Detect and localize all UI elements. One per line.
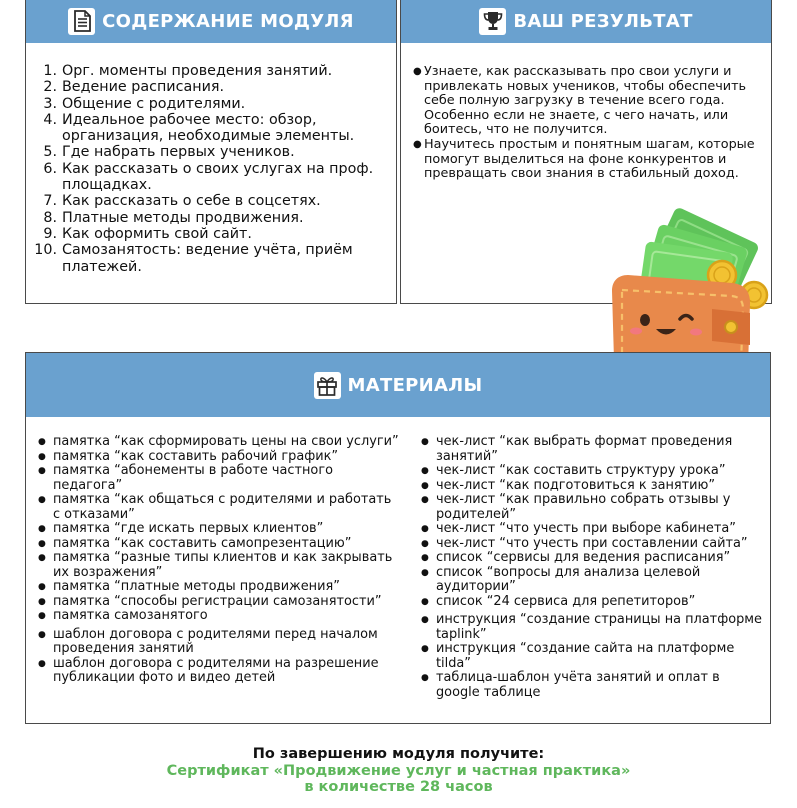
list-item-text: памятка самозанятого <box>53 608 208 623</box>
list-item <box>419 595 765 610</box>
list-item-text: список “24 сервиса для репетиторов” <box>436 593 696 609</box>
list-item-text: Как оформить свой сайт. <box>62 225 252 242</box>
list-item-text: инструкция “создание сайта на платформе tilda” <box>436 641 735 671</box>
list-item <box>419 464 765 479</box>
bullet-icon: ● <box>38 596 46 607</box>
list-item-text: список “сервисы для ведения расписания” <box>436 550 731 565</box>
list-item-number: 7. <box>43 193 57 210</box>
list-item-text: инструкция “создание страницы на платформе taplink” <box>436 612 762 642</box>
list-item-text: шаблон договора с родителями перед началом проведения занятий <box>53 626 378 656</box>
materials-list-left <box>36 435 402 686</box>
list-item <box>419 642 765 671</box>
list-item <box>36 537 402 552</box>
materials-title: МАТЕРИАЛЫ <box>347 374 483 396</box>
list-item <box>419 551 765 566</box>
list-item-text: Самозанятость: ведение учёта, приём платежей. <box>62 242 353 275</box>
bullet-icon: ● <box>421 553 429 563</box>
list-item-text: чек-лист “как подготовиться к занятию” <box>436 477 716 493</box>
list-item <box>36 609 402 624</box>
module-contents-title: СОДЕРЖАНИЕ МОДУЛЯ <box>102 10 354 32</box>
list-item <box>32 79 392 95</box>
list-item <box>36 628 402 657</box>
list-item-text: памятка “способы регистрации самозанятости” <box>53 593 382 609</box>
bullet-icon: ● <box>38 451 46 462</box>
list-item-text: Общение с родителями. <box>62 95 246 112</box>
bullet-icon: ● <box>421 495 429 505</box>
bullet-icon: ● <box>421 480 429 491</box>
bullet-icon: ● <box>38 466 46 476</box>
list-item-text: чек-лист “как выбрать формат проведения занятий” <box>436 434 733 464</box>
list-item <box>419 613 765 642</box>
list-item <box>32 242 392 275</box>
list-item-number: 5. <box>43 144 57 161</box>
certificate-hours: в количестве 28 часов <box>304 779 493 795</box>
footer-intro-text: По завершению модуля получите: <box>252 746 545 762</box>
bullet-icon: ● <box>421 538 429 549</box>
materials-panel <box>25 352 771 724</box>
list-item-number: 10. <box>34 242 57 259</box>
gift-icon <box>314 372 341 399</box>
list-item <box>419 435 765 464</box>
list-item <box>419 522 765 537</box>
list-item <box>32 210 392 226</box>
list-item <box>32 63 392 79</box>
bullet-icon: ● <box>38 538 46 549</box>
list-item-text: памятка “платные методы продвижения” <box>53 579 340 594</box>
list-item-text: памятка “где искать первых клиентов” <box>53 521 324 536</box>
list-item-text: Как рассказать о себе в соцсетях. <box>62 193 321 210</box>
materials-header <box>26 353 770 417</box>
list-item-text: Ведение расписания. <box>62 79 225 96</box>
list-item <box>36 435 402 450</box>
list-item <box>413 65 761 138</box>
list-item-text: памятка “абонементы в работе частного педагога” <box>53 463 333 493</box>
list-item-number: 4. <box>43 111 57 128</box>
bullet-icon: ● <box>421 673 429 683</box>
bullet-icon: ● <box>38 437 46 447</box>
bullet-icon: ● <box>38 658 46 669</box>
list-item-text: чек-лист “что учесть при выборе кабинета” <box>436 521 736 536</box>
certificate-title: Сертификат «Продвижение услуг и частная практика» <box>166 763 631 779</box>
list-item <box>419 493 765 522</box>
list-item-text: Как рассказать о своих услугах на проф. площадках. <box>62 160 374 194</box>
list-item <box>36 595 402 610</box>
list-item-number: 6. <box>43 160 57 177</box>
bullet-icon: ● <box>421 644 429 654</box>
list-item <box>32 112 392 145</box>
module-contents-header <box>26 0 396 43</box>
list-item-number: 2. <box>43 79 57 96</box>
list-item-text: список “вопросы для анализа целевой аудитории” <box>436 564 701 594</box>
list-item <box>32 161 392 194</box>
list-item-text: Где набрать первых учеников. <box>62 144 295 161</box>
bullet-icon: ● <box>421 437 429 447</box>
list-item-text: памятка “как составить рабочий график” <box>53 448 339 464</box>
list-item <box>36 450 402 465</box>
bullet-icon: ● <box>38 495 46 505</box>
result-title: ВАШ РЕЗУЛЬТАТ <box>513 10 693 32</box>
list-item <box>36 522 402 537</box>
list-item-text: памятка “разные типы клиентов и как закрывать их возражения” <box>53 550 393 580</box>
list-item <box>32 226 392 242</box>
list-item-text: Научитесь простым и понятным шагам, которые помогут выделиться на фоне конкурентов и превращать свои знания в стабильный доход. <box>424 136 755 182</box>
bullet-icon: ● <box>413 66 422 77</box>
list-item <box>32 96 392 112</box>
bullet-icon: ● <box>421 615 429 625</box>
list-item <box>419 537 765 552</box>
list-item <box>36 464 402 493</box>
list-item-text: чек-лист “как правильно собрать отзывы у родителей” <box>436 492 731 522</box>
list-item-text: чек-лист “что учесть при составлении сайта” <box>436 535 748 551</box>
bullet-icon: ● <box>38 582 46 592</box>
list-item-text: таблица-шаблон учёта занятий и оплат в google таблице <box>436 670 720 700</box>
result-list <box>413 65 761 182</box>
document-icon <box>68 8 95 35</box>
list-item-number: 9. <box>43 225 57 242</box>
module-contents-panel <box>25 0 397 304</box>
trophy-icon <box>479 8 506 35</box>
list-item-number: 8. <box>43 209 57 226</box>
list-item <box>32 193 392 209</box>
list-item <box>413 138 761 182</box>
list-item <box>419 479 765 494</box>
bullet-icon: ● <box>421 466 429 476</box>
list-item <box>36 551 402 580</box>
bullet-icon: ● <box>38 553 46 563</box>
list-item-text: памятка “как общаться с родителями и работать с отказами” <box>53 492 392 522</box>
materials-list-right <box>419 435 765 700</box>
bullet-icon: ● <box>38 524 46 534</box>
bullet-icon: ● <box>421 524 429 534</box>
list-item-number: 3. <box>43 95 57 112</box>
list-item-text: шаблон договора с родителями на разрешение публикации фото и видео детей <box>53 655 379 685</box>
list-item <box>36 580 402 595</box>
result-header <box>401 0 771 43</box>
bullet-icon: ● <box>413 138 422 150</box>
list-item-text: Узнаете, как рассказывать про свои услуги и привлекать новых учеников, чтобы обеспечить себе полную загрузку в течение всего года. Особенно если не знаете, с чего начать, или боитесь, что не получится. <box>424 64 747 138</box>
list-item <box>36 657 402 686</box>
list-item <box>419 566 765 595</box>
list-item-text: Идеальное рабочее место: обзор, организация, необходимые элементы. <box>62 111 355 145</box>
list-item-number: 1. <box>43 63 57 79</box>
bullet-icon: ● <box>421 567 429 578</box>
list-item-text: Платные методы продвижения. <box>62 209 304 226</box>
list-item <box>36 493 402 522</box>
bullet-icon: ● <box>38 611 46 621</box>
module-contents-list <box>32 63 392 275</box>
bullet-icon: ● <box>421 596 429 607</box>
list-item <box>32 144 392 160</box>
bullet-icon: ● <box>38 629 46 640</box>
list-item-text: памятка “как составить самопрезентацию” <box>53 535 352 551</box>
list-item <box>419 671 765 700</box>
list-item-text: памятка “как сформировать цены на свои услуги” <box>53 434 399 449</box>
list-item-text: чек-лист “как составить структуру урока” <box>436 463 726 478</box>
list-item-text: Орг. моменты проведения занятий. <box>62 63 333 79</box>
